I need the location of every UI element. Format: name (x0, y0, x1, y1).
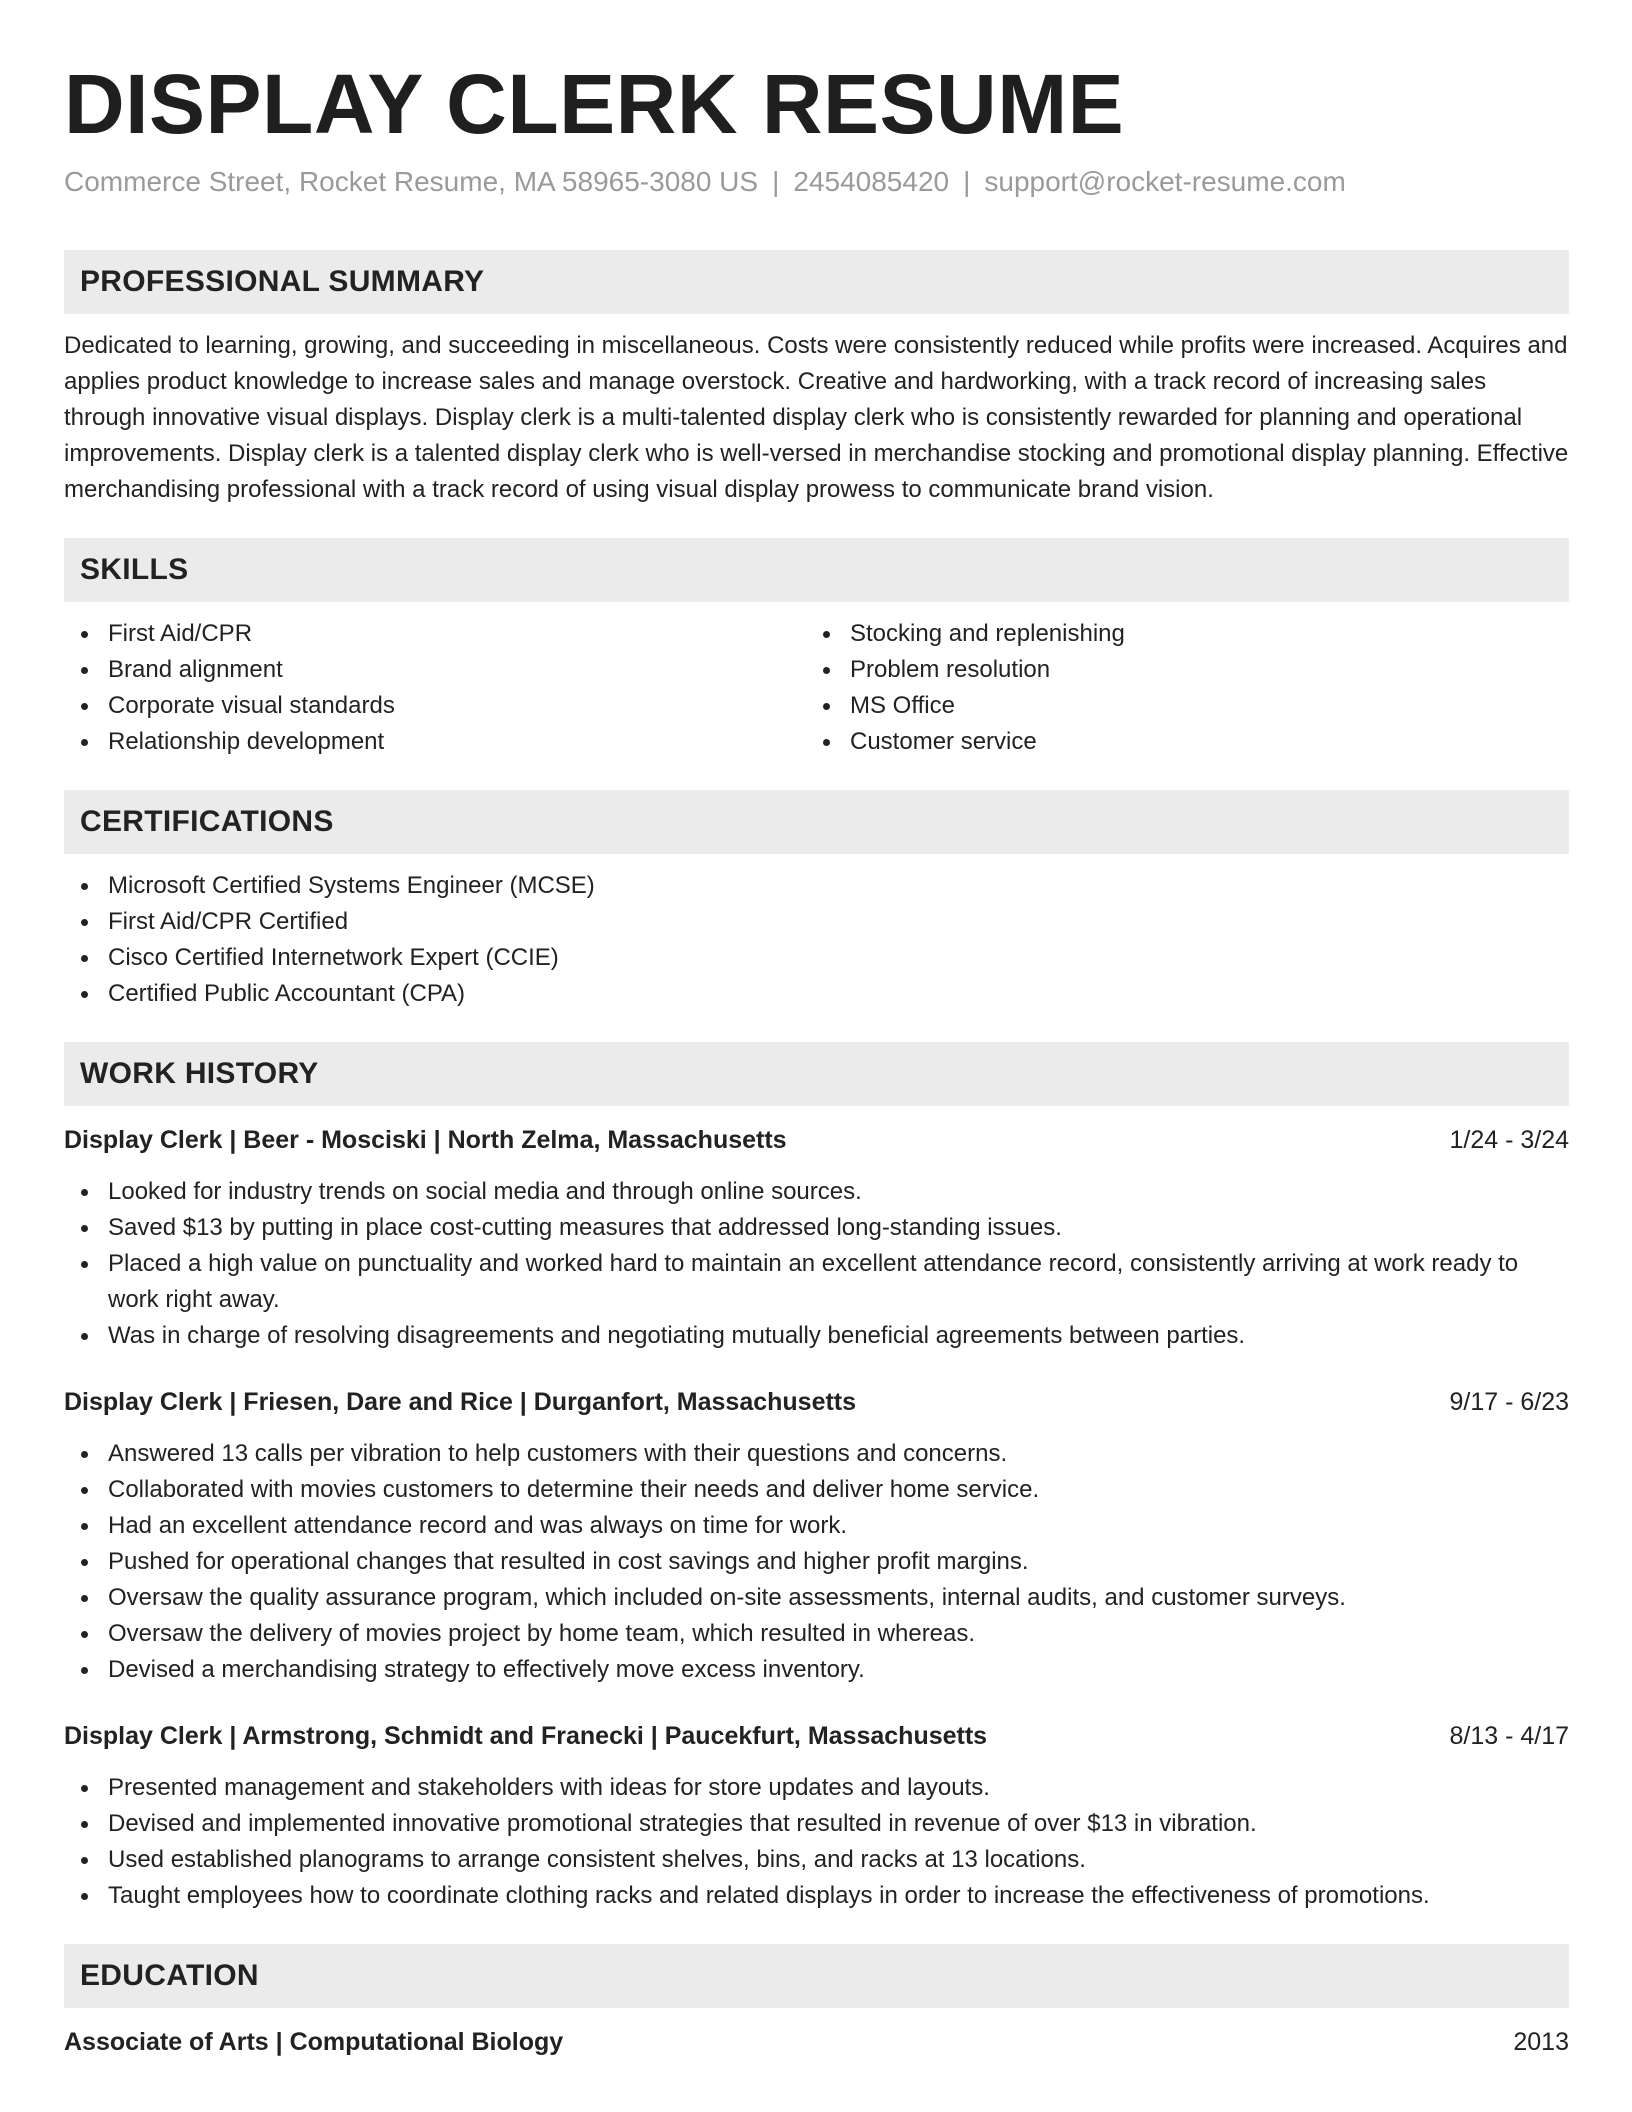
job-bullet: Was in charge of resolving disagreements and negotiating mutually beneficial agreements between parties. (108, 1318, 1569, 1354)
skill-item: Brand alignment (108, 652, 806, 688)
skill-item: Stocking and replenishing (850, 616, 1125, 652)
job-entry (64, 1122, 1569, 1354)
skill-item: Corporate visual standards (108, 688, 806, 724)
job-bullet: Oversaw the delivery of movies project by home team, which resulted in whereas. (108, 1616, 1569, 1652)
page-title: DISPLAY CLERK RESUME (64, 57, 1125, 151)
job-dates: 9/17 - 6/23 (1449, 1388, 1569, 1416)
contact-address: Commerce Street, Rocket Resume, MA 58965-3080 US (64, 166, 759, 197)
job-entry (64, 1384, 1569, 1688)
skills-column-left (64, 616, 806, 760)
job-bullets (64, 1174, 1569, 1354)
job-bullet: Saved $13 by putting in place cost-cutting measures that addressed long-standing issues. (108, 1210, 1569, 1246)
job-entry (64, 1718, 1569, 1914)
section-header-skills: SKILLS (64, 538, 1569, 602)
job-bullet: Used established planograms to arrange consistent shelves, bins, and racks at 13 locations. (108, 1842, 1569, 1878)
education-entry (64, 2024, 1569, 2060)
job-bullet: Taught employees how to coordinate clothing racks and related displays in order to increase the effectiveness of promotions. (108, 1878, 1569, 1914)
job-bullet: Devised a merchandising strategy to effectively move excess inventory. (108, 1652, 1569, 1688)
contact-email: support@rocket-resume.com (984, 166, 1346, 197)
job-bullet: Oversaw the quality assurance program, which included on-site assessments, internal audits, and customer surveys. (108, 1580, 1569, 1616)
certifications-list (64, 868, 1569, 1012)
certification-item: Microsoft Certified Systems Engineer (MCSE) (108, 868, 1569, 904)
certification-item: Certified Public Accountant (CPA) (108, 976, 1569, 1012)
contact-separator: | (963, 166, 971, 197)
certification-item: First Aid/CPR Certified (108, 904, 1569, 940)
job-title: Display Clerk | Armstrong, Schmidt and Franecki | Paucekfurt, Massachusetts (64, 1722, 988, 1750)
job-bullet: Placed a high value on punctuality and worked hard to maintain an excellent attendance record, consistently arriving at work ready to work right away. (108, 1246, 1569, 1318)
job-bullets (64, 1436, 1569, 1688)
section-header-certifications: CERTIFICATIONS (64, 790, 1569, 854)
contact-phone: 2454085420 (793, 166, 950, 197)
skills-column-right (806, 616, 1125, 760)
contact-line (64, 164, 1569, 200)
job-header (64, 1122, 1569, 1158)
job-bullets (64, 1770, 1569, 1914)
skill-item: First Aid/CPR (108, 616, 806, 652)
job-bullet: Pushed for operational changes that resulted in cost savings and higher profit margins. (108, 1544, 1569, 1580)
section-header-summary: PROFESSIONAL SUMMARY (64, 250, 1569, 314)
job-bullet: Collaborated with movies customers to determine their needs and deliver home service. (108, 1472, 1569, 1508)
job-bullet: Presented management and stakeholders with ideas for store updates and layouts. (108, 1770, 1569, 1806)
skill-item: Problem resolution (850, 652, 1125, 688)
job-bullet: Devised and implemented innovative promotional strategies that resulted in revenue of over $13 in vibration. (108, 1806, 1569, 1842)
education-year: 2013 (1513, 2028, 1569, 2056)
education-degree: Associate of Arts | Computational Biology (64, 2028, 564, 2056)
job-header (64, 1384, 1569, 1420)
job-bullet: Had an excellent attendance record and was always on time for work. (108, 1508, 1569, 1544)
skills-list (64, 602, 1569, 760)
job-dates: 8/13 - 4/17 (1449, 1722, 1569, 1750)
job-bullet: Answered 13 calls per vibration to help customers with their questions and concerns. (108, 1436, 1569, 1472)
job-dates: 1/24 - 3/24 (1449, 1126, 1569, 1154)
contact-separator: | (772, 166, 780, 197)
skill-item: MS Office (850, 688, 1125, 724)
summary-text: Dedicated to learning, growing, and succeeding in miscellaneous. Costs were consistently reduced while profits were increased. Acquires and applies product knowledge to increase sales and manage overstock. Creative and hardworking, with a track record of increasing sales through innovative visual displays. Display clerk is a multi-talented display clerk who is consistently rewarded for planning and operational improvements. Display clerk is a talented display clerk who is well-versed in merchandise stocking and promotional display planning. Effective merchandising professional with a track record of using visual display prowess to communicate brand vision. (64, 332, 1569, 503)
skill-item: Relationship development (108, 724, 806, 760)
section-header-work-history: WORK HISTORY (64, 1042, 1569, 1106)
job-bullet: Looked for industry trends on social media and through online sources. (108, 1174, 1569, 1210)
job-header (64, 1718, 1569, 1754)
job-title: Display Clerk | Friesen, Dare and Rice | Durganfort, Massachusetts (64, 1388, 857, 1416)
skill-item: Customer service (850, 724, 1125, 760)
certification-item: Cisco Certified Internetwork Expert (CCIE) (108, 940, 1569, 976)
section-header-education: EDUCATION (64, 1944, 1569, 2008)
job-title: Display Clerk | Beer - Mosciski | North Zelma, Massachusetts (64, 1126, 787, 1154)
